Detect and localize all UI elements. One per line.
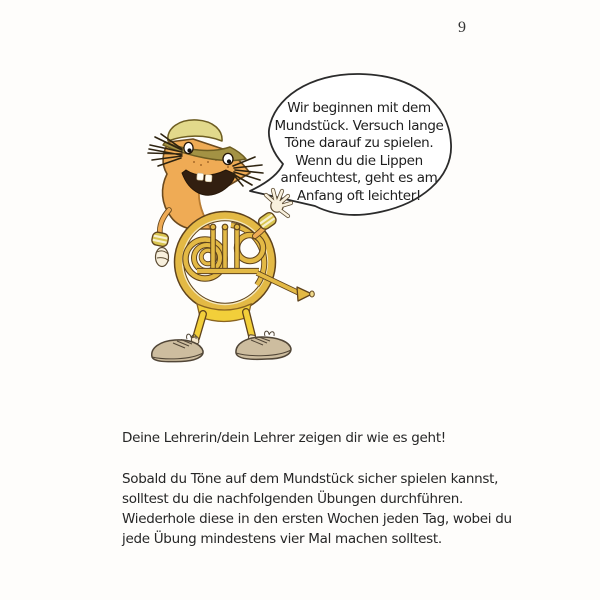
left-hand xyxy=(156,248,169,267)
paragraph-line: Sobald du Töne auf dem Mundstück sicher spielen kannst, xyxy=(122,471,499,487)
intro-line: Deine Lehrerin/dein Lehrer zeigen dir wie es geht! xyxy=(122,430,446,446)
instruction-paragraph xyxy=(122,469,562,549)
right-arm xyxy=(255,190,291,236)
speech-line: Töne darauf zu spielen. xyxy=(284,135,434,151)
horn-character-illustration xyxy=(135,110,315,372)
instruction-text xyxy=(122,428,562,549)
french-horn xyxy=(179,216,314,308)
page-number: 9 xyxy=(458,19,466,36)
paragraph-line: jede Übung mindestens vier Mal machen solltest. xyxy=(122,531,442,547)
paragraph-line: solltest du die nachfolgenden Übungen durchführen. xyxy=(122,491,463,507)
left-arm xyxy=(151,210,169,267)
paragraph-line: Wiederhole diese in den ersten Wochen jeden Tag, wobei du xyxy=(122,511,512,527)
speech-line: Wenn du die Lippen xyxy=(295,152,423,169)
speech-line: Anfang oft leichter! xyxy=(297,187,421,204)
cap-crown xyxy=(168,120,222,141)
speech-line: Mundstück. Versuch lange xyxy=(274,117,444,134)
right-shoe xyxy=(236,331,291,359)
speech-line: anfeuchtest, geht es am xyxy=(280,170,438,186)
speech-line: Wir beginnen mit dem xyxy=(287,100,431,116)
